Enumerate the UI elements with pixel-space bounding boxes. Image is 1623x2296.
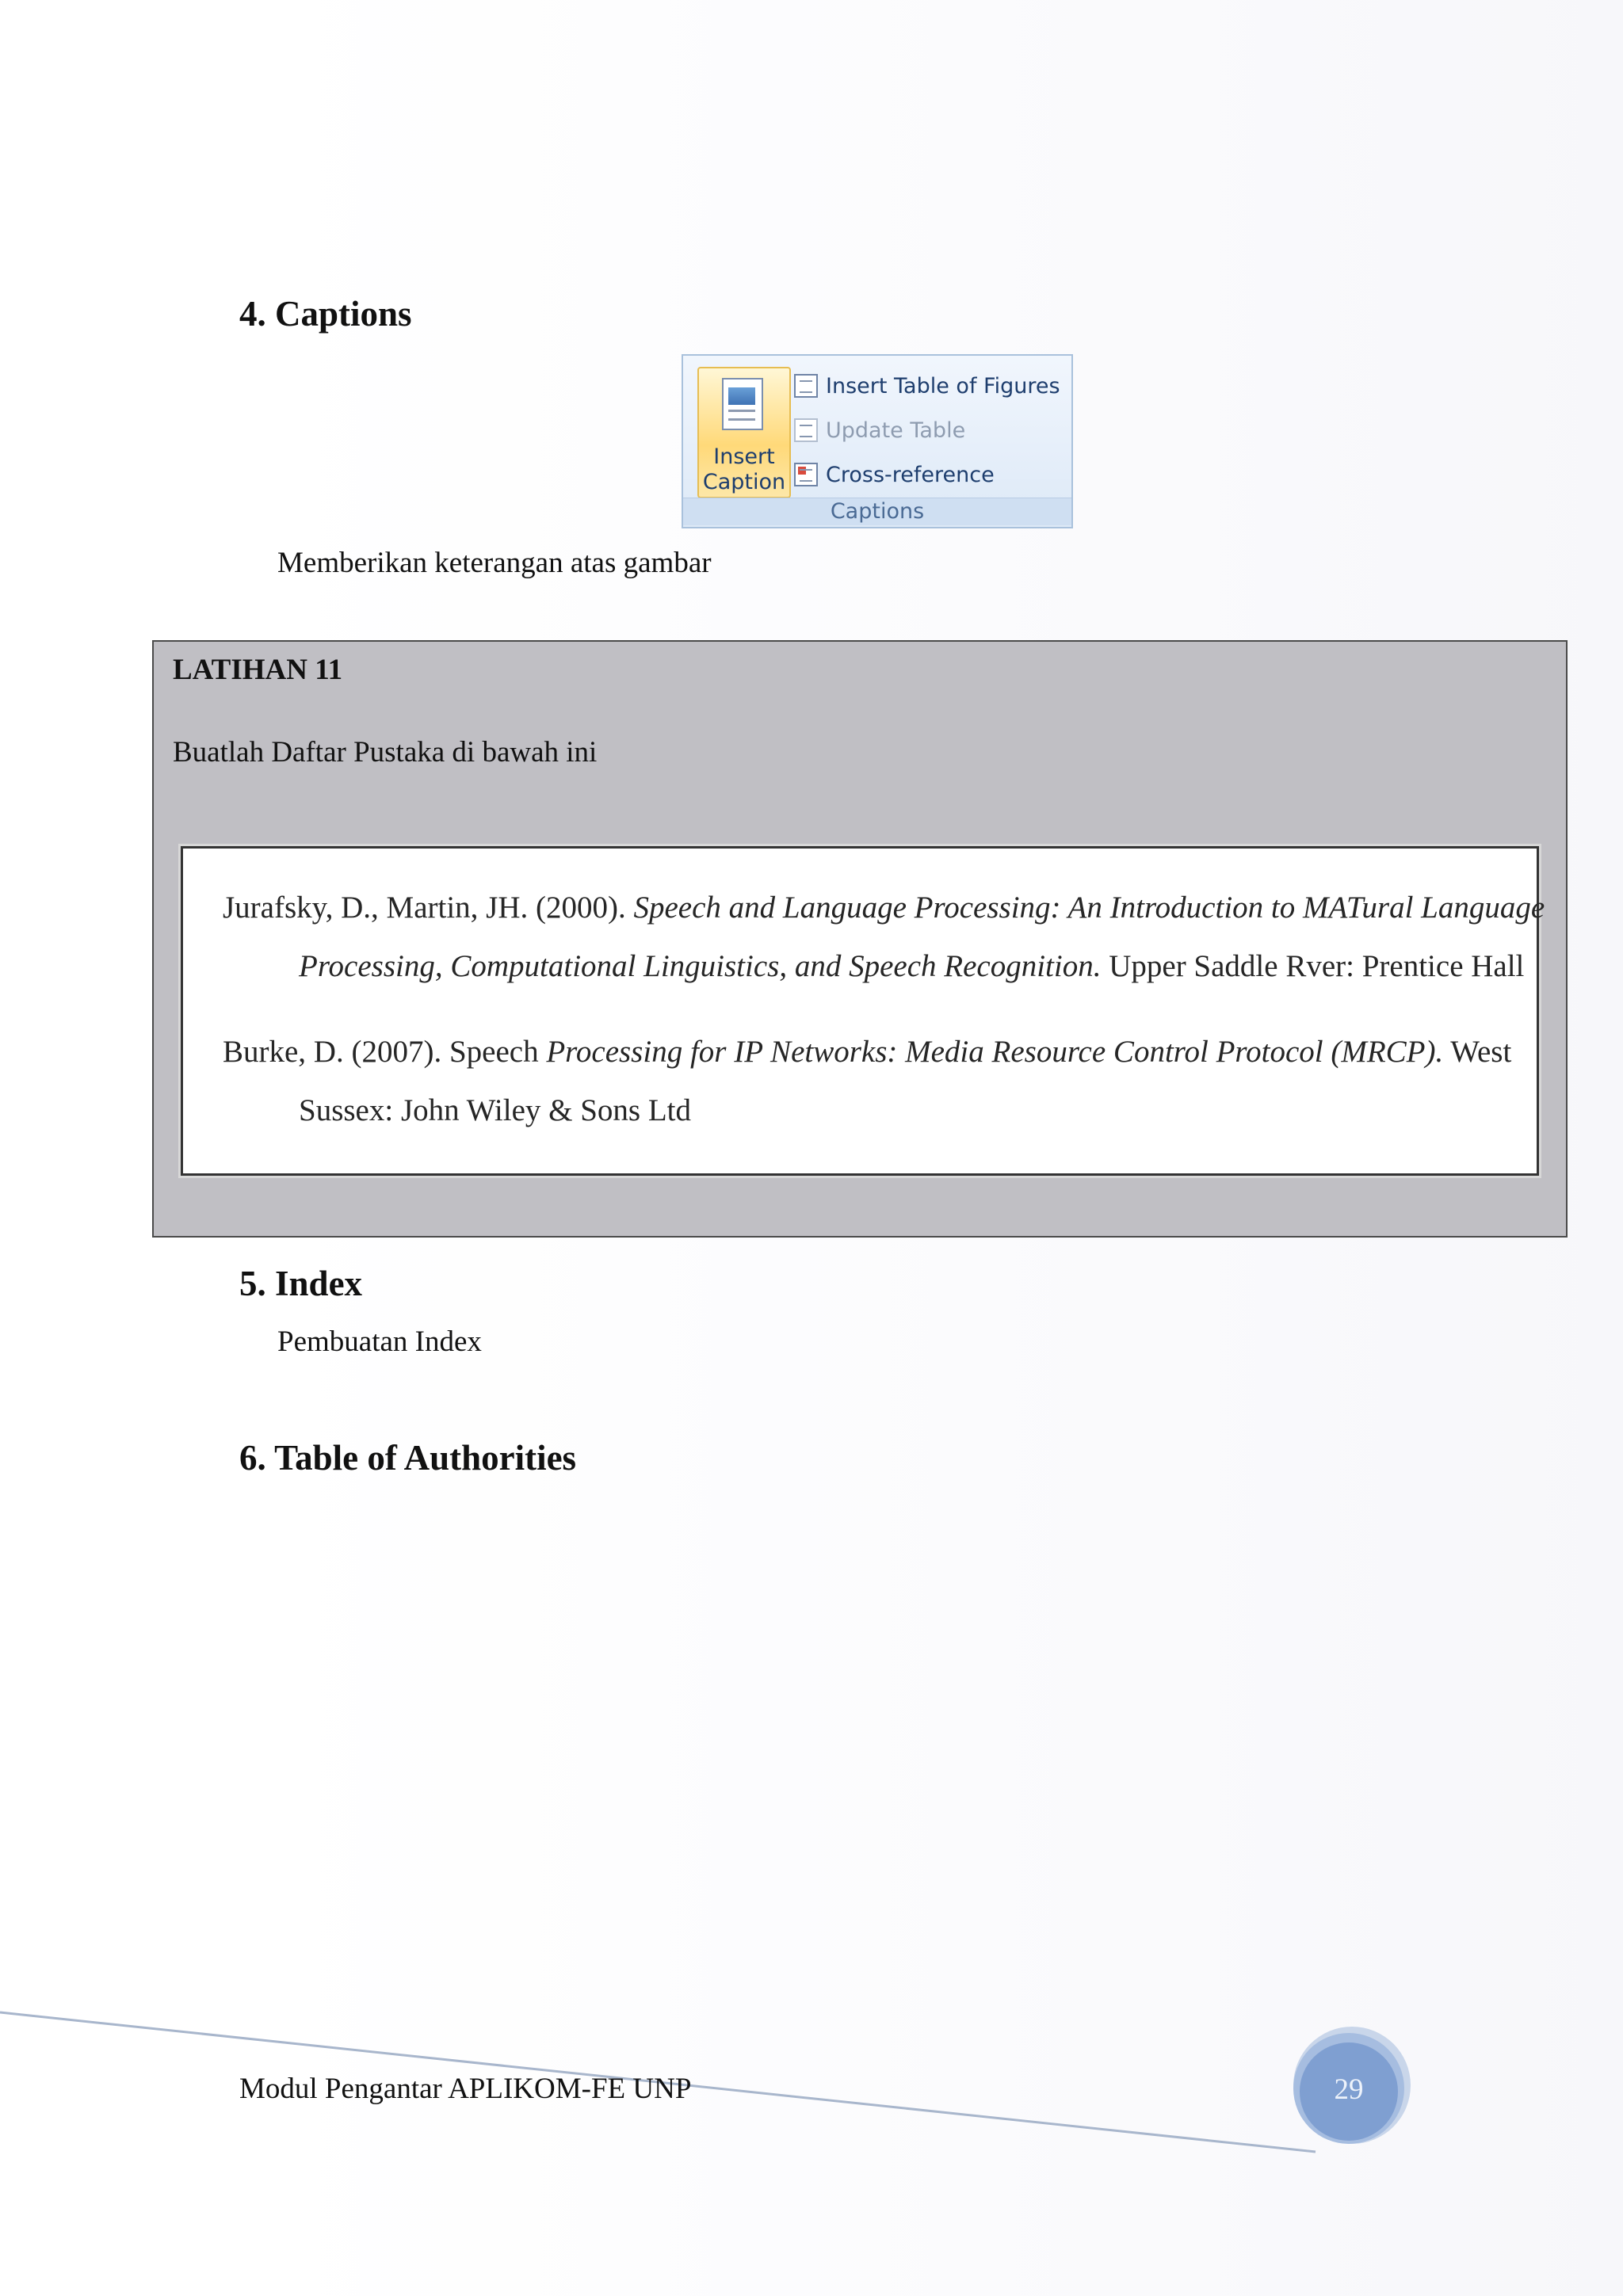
index-description: Pembuatan Index	[277, 1325, 482, 1358]
update-table-label: Update Table	[826, 418, 966, 443]
heading-captions: 4. Captions	[239, 294, 412, 334]
page-number: 29	[1334, 2073, 1364, 2106]
cross-reference-label: Cross-reference	[826, 462, 995, 487]
captions-description: Memberikan keterangan atas gambar	[277, 547, 712, 579]
heading-index: 5. Index	[239, 1264, 363, 1303]
insert-caption-label-line2: Caption	[702, 470, 786, 494]
reference-publisher: Upper Saddle Rver: Prentice Hall	[1101, 949, 1525, 983]
reference-title: Speech and Language Processing: An Introduction to MATural Language Processing, Computational Linguistics, and Speech Recognition.	[299, 891, 1545, 983]
latihan-title: LATIHAN 11	[173, 654, 343, 686]
reference-publisher: West Sussex: John Wiley & Sons Ltd	[299, 1035, 1512, 1127]
heading-table-of-authorities: 6. Table of Authorities	[239, 1438, 577, 1478]
reference-author-year: Burke, D. (2007). Speech	[223, 1035, 547, 1069]
insert-table-of-figures-label: Insert Table of Figures	[826, 373, 1060, 399]
ribbon-group-label: Captions	[683, 498, 1071, 525]
footer-text: Modul Pengantar APLIKOM-FE UNP	[239, 2073, 692, 2105]
insert-caption-label-line1: Insert	[713, 444, 775, 469]
reference-title: Processing for IP Networks: Media Resource Control Protocol (MRCP).	[546, 1035, 1444, 1069]
latihan-instruction: Buatlah Daftar Pustaka di bawah ini	[173, 736, 598, 769]
reference-author-year: Jurafsky, D., Martin, JH. (2000).	[223, 891, 634, 925]
